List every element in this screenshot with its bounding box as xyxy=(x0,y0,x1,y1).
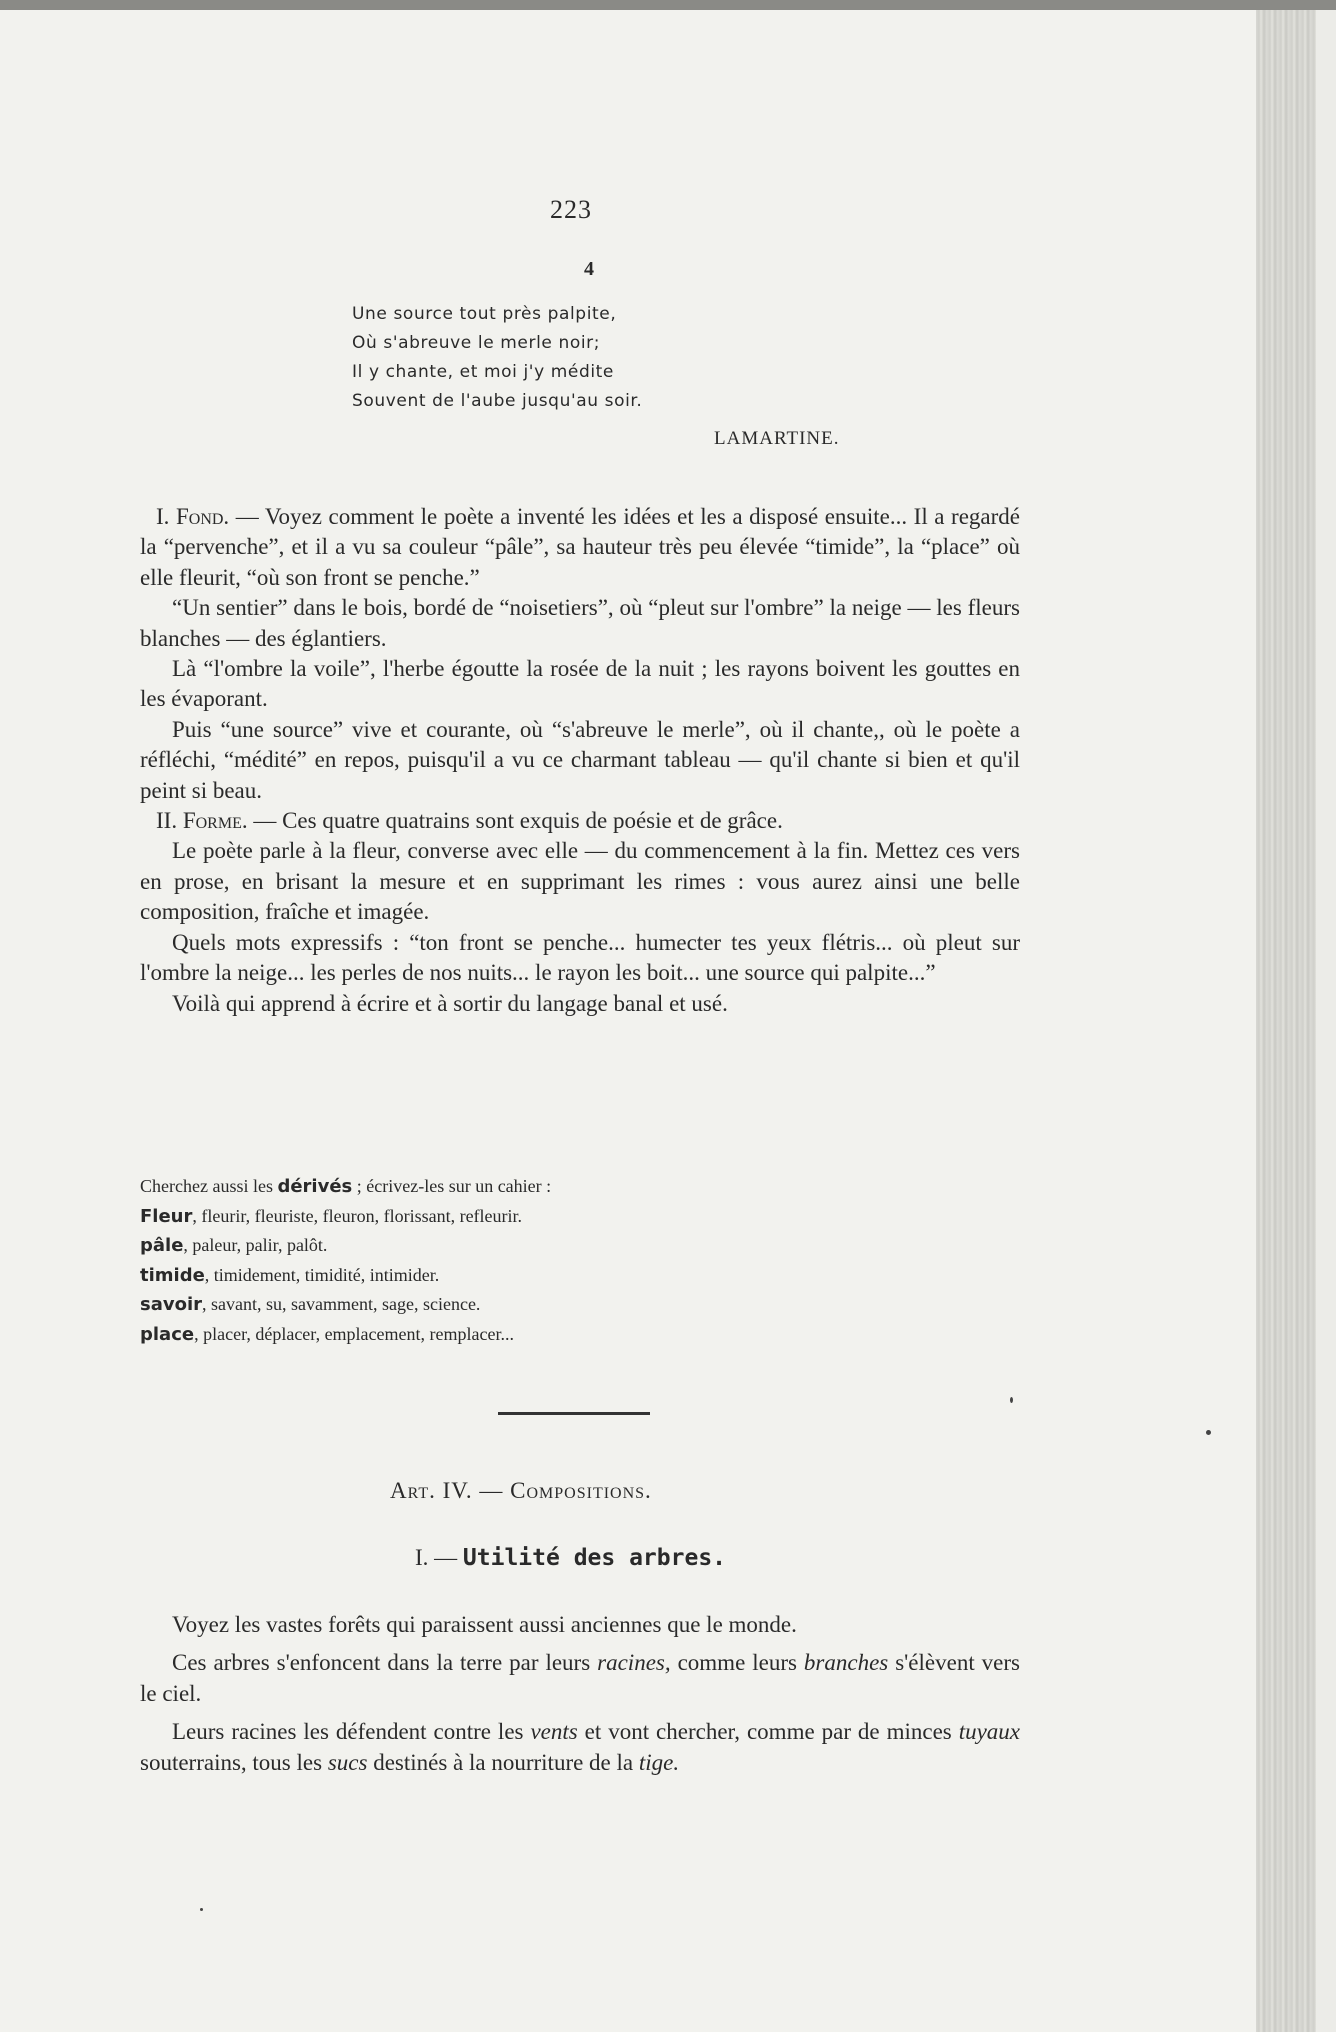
title-text: Utilité des arbres. xyxy=(462,1545,727,1571)
text-run: Ces arbres s'enfoncent dans la terre par leurs xyxy=(172,1650,598,1676)
exercise-instruction xyxy=(140,1172,840,1202)
derived-words-row xyxy=(140,1320,840,1350)
root-word: pâle xyxy=(140,1235,184,1256)
text-run: s'élèvent vers le ciel. xyxy=(140,1650,1020,1706)
paragraph-text: — Ces quatre quatrains sont exquis de poésie et de grâce. xyxy=(247,808,783,834)
root-word: place xyxy=(140,1323,195,1345)
derived-words-exercise xyxy=(140,1172,840,1349)
page-number: 223 xyxy=(550,195,592,224)
analysis-paragraph-forme xyxy=(140,806,1020,836)
root-word: savoir xyxy=(140,1294,203,1315)
text-run: souterrains, tous les xyxy=(140,1749,328,1775)
article-heading: Art. IV. — Compositions. xyxy=(390,1478,652,1503)
derived-words-row xyxy=(140,1261,840,1291)
paragraph-text: — Voyez comment le poète a inventé les idées et les a disposé ensuite... Il a regardé la “pervenche”, et il a vu sa couleur “pâle”, sa hauteur très peu élevée “timide”, la “place” où elle fleurit, “où son front se penche.” xyxy=(140,504,1020,590)
text-run: Leurs racines les défendent contre les xyxy=(172,1719,531,1745)
composition-paragraph xyxy=(140,1717,1020,1778)
derived-words: , fleurir, fleuriste, fleuron, florissant, refleurir. xyxy=(192,1205,523,1226)
italic-term: racines, xyxy=(597,1650,671,1676)
text-run: et vont chercher, comme par de minces xyxy=(577,1719,959,1745)
root-word: Fleur xyxy=(140,1205,193,1227)
derived-words: , placer, déplacer, emplacement, remplacer... xyxy=(194,1323,514,1344)
analysis-paragraph: Quels mots expressifs : “ton front se penche... humecter tes yeux flétris... où pleut sur l'ombre la neige... les perles de nos nuits... le rayon les boit... une source qui palpite...” xyxy=(140,929,1020,986)
derived-words: , savant, su, savamment, sage, science. xyxy=(202,1294,481,1314)
book-page-edge-highlight xyxy=(1316,10,1336,2032)
poem-author: LAMARTINE. xyxy=(714,428,840,449)
composition-paragraph xyxy=(140,1648,1020,1709)
stanza-number: 4 xyxy=(584,258,594,280)
italic-term: tige. xyxy=(638,1749,680,1775)
poem-line: Il y chante, et moi j'y médite xyxy=(352,362,614,382)
analysis-paragraph-fond xyxy=(140,502,1020,593)
text-run: destinés à la nourriture de la xyxy=(367,1749,639,1775)
analysis-paragraph: Voilà qui apprend à écrire et à sortir du langage banal et usé. xyxy=(172,990,728,1016)
derived-words-row xyxy=(140,1202,840,1232)
analysis-paragraph: Là “l'ombre la voile”, l'herbe égoutte la rosée de la nuit ; les rayons boivent les gouttes en les évaporant. xyxy=(140,656,1020,712)
italic-term: vents xyxy=(530,1719,578,1745)
italic-term: sucs xyxy=(327,1749,368,1775)
poem-stanza xyxy=(352,300,642,416)
instruction-keyword: dérivés xyxy=(277,1176,353,1197)
analysis-text xyxy=(140,502,1020,1019)
speck xyxy=(200,1908,203,1911)
composition-paragraph: Voyez les vastes forêts qui paraissent aussi anciennes que le monde. xyxy=(172,1612,797,1637)
composition-title xyxy=(415,1545,726,1571)
title-number: I. — xyxy=(415,1545,463,1570)
derived-words-row xyxy=(140,1231,840,1261)
composition-text xyxy=(140,1610,1020,1786)
derived-words: , timidement, timidité, intimider. xyxy=(204,1264,440,1285)
section-label-forme: II. Forme. xyxy=(156,808,248,834)
section-label-fond: I. Fond. xyxy=(156,504,230,529)
derived-words: , paleur, palir, palôt. xyxy=(183,1235,328,1255)
analysis-paragraph: Le poète parle à la fleur, converse avec elle — du commencement à la fin. Mettez ces vers en prose, en brisant la mesure et en supprimant les rimes : vous aurez ainsi une belle composition, fraîche et imagée. xyxy=(140,838,1020,925)
analysis-paragraph: Puis “une source” vive et courante, où “s'abreuve le merle”, où il chante,, où le poète a réfléchi, “médité” en repos, puisqu'il a vu ce charmant tableau — qu'il chante si bien et qu'il peint si beau. xyxy=(140,716,1020,803)
poem-line: Une source tout près palpite, xyxy=(352,304,617,324)
text-run: comme leurs xyxy=(670,1650,804,1676)
instruction-text: ; écrivez-les sur un cahier : xyxy=(352,1176,552,1196)
poem-line: Où s'abreuve le merle noir; xyxy=(352,333,601,353)
italic-term: branches xyxy=(803,1650,889,1676)
derived-words-row xyxy=(140,1290,840,1320)
analysis-paragraph: “Un sentier” dans le bois, bordé de “noisetiers”, où “pleut sur l'ombre” la neige — les fleurs blanches — des églantiers. xyxy=(140,595,1020,651)
section-divider xyxy=(498,1412,650,1415)
speck xyxy=(1206,1430,1211,1435)
poem-line: Souvent de l'aube jusqu'au soir. xyxy=(352,391,643,411)
italic-term: tuyaux xyxy=(958,1719,1020,1745)
instruction-text: Cherchez aussi les xyxy=(140,1176,278,1196)
speck xyxy=(1010,1397,1013,1403)
root-word: timide xyxy=(140,1264,205,1286)
